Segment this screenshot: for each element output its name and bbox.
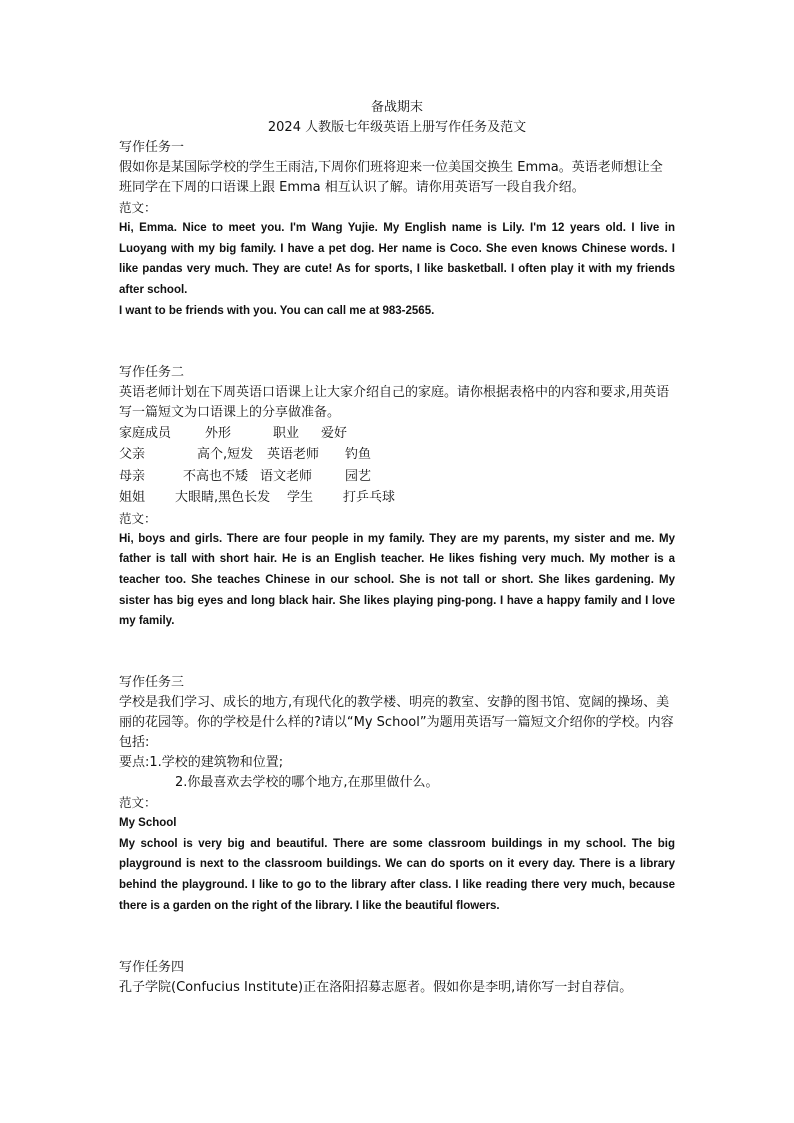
task3-point-1: 要点:1.学校的建筑物和位置; bbox=[119, 755, 284, 771]
task3-heading: 写作任务三 bbox=[119, 675, 185, 691]
family-table-row bbox=[119, 487, 675, 509]
task2-prompt: 英语老师计划在下周英语口语课上让大家介绍自己的家庭。请你根据表格中的内容和要求,用英语写一篇短文为口语课上的分享做准备。 bbox=[119, 384, 670, 420]
family-table-header bbox=[119, 423, 675, 445]
task1-prompt: 假如你是某国际学校的学生王雨洁,下周你们班将迎来一位美国交换生 Emma。英语老师想让全班同学在下周的口语课上跟 Emma 相互认识了解。请你用英语写一段自我介绍。 bbox=[119, 160, 663, 195]
task4-heading: 写作任务四 bbox=[119, 959, 185, 975]
table-cell: 英语老师 bbox=[267, 447, 320, 463]
table-cell: 打乒乓球 bbox=[343, 490, 396, 506]
task3-essay bbox=[119, 813, 675, 917]
task4-prompt: 孔子学院(Confucius Institute)正在洛阳招募志愿者。假如你是李明,请你写一封自荐信。 bbox=[119, 979, 633, 995]
table-cell: 大眼睛,黑色长发 bbox=[175, 490, 271, 506]
table-cell: 不高也不矮 bbox=[183, 468, 249, 484]
table-header-cell: 职业 bbox=[273, 425, 300, 441]
spacer bbox=[119, 322, 675, 363]
family-table-row bbox=[119, 444, 675, 466]
task3-prompt: 学校是我们学习、成长的地方,有现代化的教学楼、明亮的教室、安静的图书馆、宽阔的操场、美丽的花园等。你的学校是什么样的?请以“My School”为题用英语写一篇短文介绍你的学校。内容包括: bbox=[119, 695, 674, 751]
table-cell: 学生 bbox=[287, 490, 314, 506]
task1-heading: 写作任务一 bbox=[119, 140, 185, 155]
task3-point-2: 2.你最喜欢去学校的哪个地方,在那里做什么。 bbox=[175, 775, 439, 791]
table-cell: 钓鱼 bbox=[345, 447, 372, 463]
task2-essay-paragraph: Hi, boys and girls. There are four people in my family. They are my parents, my sister and me. My father is tall with short hair. He is an English teacher. He likes fishing very much. My mother is a teacher too. She teaches Chinese in our school. She is not tall or short. She likes gardening. My sister has big eyes and long black hair. She likes playing ping-pong. I have a happy family and I love my family. bbox=[119, 532, 675, 628]
table-cell: 姐姐 bbox=[119, 490, 146, 506]
document-subtitle: 2024 人教版七年级英语上册写作任务及范文 bbox=[267, 120, 527, 135]
family-table bbox=[119, 423, 675, 509]
table-cell: 园艺 bbox=[345, 468, 372, 484]
table-cell: 母亲 bbox=[119, 468, 146, 484]
table-cell: 父亲 bbox=[119, 447, 146, 463]
table-header-cell: 家庭成员 bbox=[119, 425, 172, 441]
table-cell: 语文老师 bbox=[260, 468, 313, 484]
task3-essay-title: My School bbox=[119, 817, 177, 830]
spacer bbox=[119, 917, 675, 958]
table-cell: 高个,短发 bbox=[197, 447, 254, 463]
table-header-cell: 爱好 bbox=[321, 425, 348, 441]
task2-sample-label: 范文： bbox=[119, 510, 157, 526]
task2-essay bbox=[119, 529, 675, 633]
family-table-row bbox=[119, 466, 675, 488]
task3-sample-label: 范文： bbox=[119, 795, 157, 811]
spacer bbox=[119, 632, 675, 673]
task1-essay-paragraph-2: I want to be friends with you. You can call me at 983-2565. bbox=[119, 304, 435, 317]
document-title: 备战期末 bbox=[370, 100, 423, 115]
table-header-cell: 外形 bbox=[205, 425, 232, 441]
task1-essay bbox=[119, 218, 675, 322]
task2-heading: 写作任务二 bbox=[119, 364, 185, 380]
task1-sample-label: 范文： bbox=[119, 200, 157, 215]
task3-essay-paragraph: My school is very big and beautiful. There are some classroom buildings in my school. The big playground is next to the classroom buildings. We can do sports on it every day. There is a library behind the playground. I like to go to the library after class. I like reading there very much, because there is a garden on the right of the library. I like the beautiful flowers. bbox=[119, 837, 675, 912]
document-content bbox=[119, 98, 675, 998]
task1-essay-paragraph-1: Hi, Emma. Nice to meet you. I'm Wang Yujie. My English name is Lily. I'm 12 years old. I live in Luoyang with my big family. I have a pet dog. Her name is Coco. She even knows Chinese words. I like pandas very much. They are cute! As for sports, I like basketball. I often play it with my friends after school. bbox=[119, 222, 675, 297]
